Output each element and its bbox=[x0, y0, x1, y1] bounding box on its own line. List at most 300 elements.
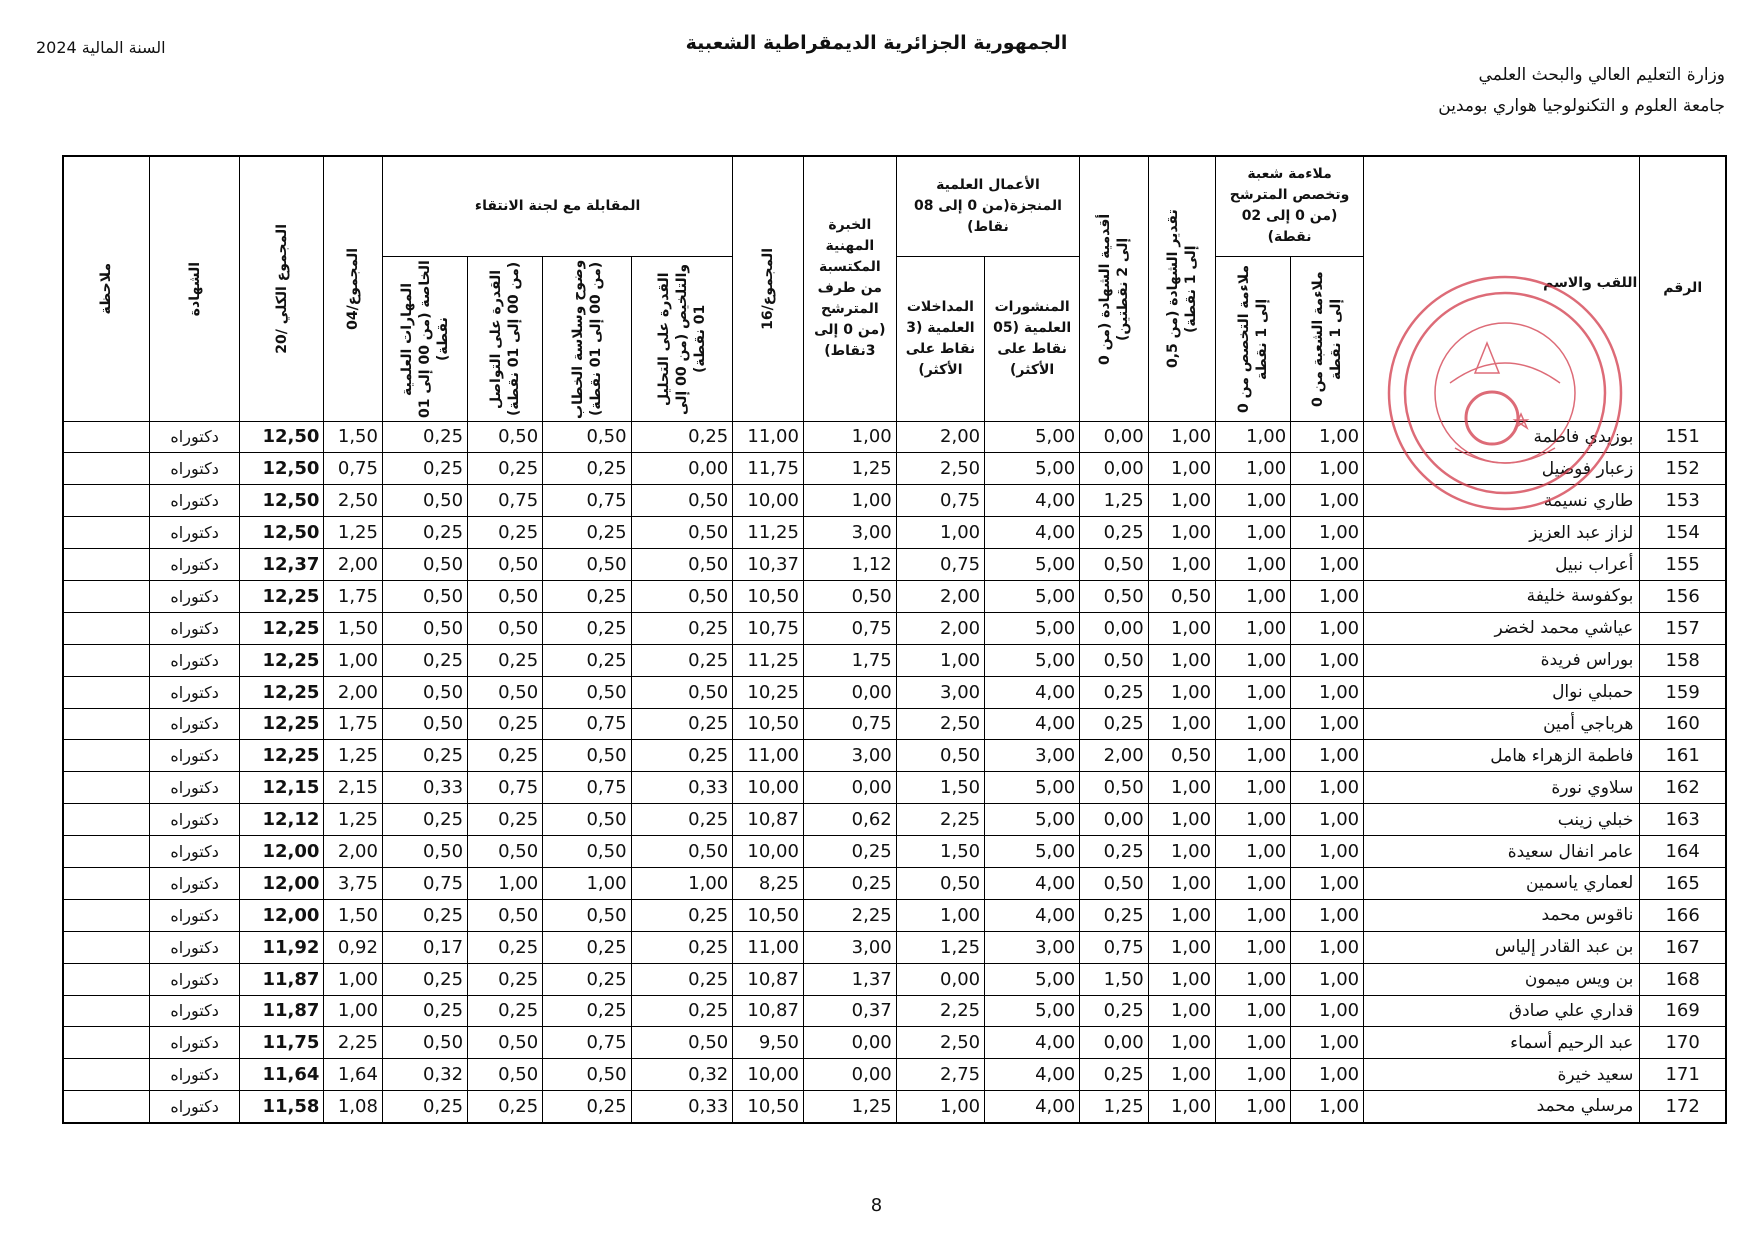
row-fit-spec: 1,00 bbox=[1216, 804, 1291, 836]
row-total20: 12,00 bbox=[240, 836, 324, 868]
row-seniority: 0,25 bbox=[1080, 517, 1149, 549]
row-total16: 11,00 bbox=[733, 931, 804, 963]
results-table bbox=[62, 155, 1727, 1124]
col-fit-group: ملاءمة شعبة وتخصص المترشح (من 0 إلى 02 نقطة) bbox=[1216, 156, 1364, 256]
row-presentations: 0,50 bbox=[896, 867, 984, 899]
row-total16: 10,00 bbox=[733, 836, 804, 868]
row-degree: دكتوراه bbox=[149, 421, 240, 453]
table-row bbox=[63, 453, 1726, 485]
col-analysis-label: القدرة على التحليل والتلخيص (من 00 إلى 01 نقطة) bbox=[655, 262, 708, 415]
row-total16: 10,50 bbox=[733, 708, 804, 740]
row-degree: دكتوراه bbox=[149, 453, 240, 485]
row-degree: دكتوراه bbox=[149, 644, 240, 676]
row-grade: 1,00 bbox=[1148, 804, 1215, 836]
row-skills: 0,50 bbox=[382, 485, 467, 517]
row-name: ناقوس محمد bbox=[1364, 899, 1640, 931]
row-total20: 12,25 bbox=[240, 580, 324, 612]
row-skills: 0,50 bbox=[382, 676, 467, 708]
row-fit-branch: 1,00 bbox=[1291, 421, 1364, 453]
row-total4: 1,50 bbox=[324, 612, 383, 644]
row-total4: 1,50 bbox=[324, 899, 383, 931]
row-name: هرباجي أمين bbox=[1364, 708, 1640, 740]
row-seniority: 0,25 bbox=[1080, 708, 1149, 740]
row-fit-branch: 1,00 bbox=[1291, 804, 1364, 836]
row-index: 165 bbox=[1640, 867, 1726, 899]
row-total20: 11,64 bbox=[240, 1059, 324, 1091]
row-index: 164 bbox=[1640, 836, 1726, 868]
col-clarity-label: وضوح وسلاسة الخطاب (من 00 إلى 01 نقطة) bbox=[569, 258, 604, 419]
row-experience: 1,00 bbox=[803, 421, 896, 453]
row-total20: 12,00 bbox=[240, 867, 324, 899]
row-clarity: 0,50 bbox=[543, 676, 631, 708]
table-row bbox=[63, 1027, 1726, 1059]
row-degree: دكتوراه bbox=[149, 580, 240, 612]
row-clarity: 0,25 bbox=[543, 963, 631, 995]
row-communication: 0,50 bbox=[468, 1059, 543, 1091]
col-communication bbox=[468, 256, 543, 421]
row-analysis: 1,00 bbox=[631, 867, 733, 899]
row-fit-spec: 1,00 bbox=[1216, 836, 1291, 868]
row-note bbox=[63, 1027, 149, 1059]
row-skills: 0,50 bbox=[382, 580, 467, 612]
row-experience: 1,25 bbox=[803, 1091, 896, 1123]
row-index: 158 bbox=[1640, 644, 1726, 676]
col-experience: الخبرة المهنية المكتسبة من طرف المترشح (من 0 إلى 3نقاط) bbox=[803, 156, 896, 421]
row-skills: 0,25 bbox=[382, 995, 467, 1027]
row-analysis: 0,32 bbox=[631, 1059, 733, 1091]
row-grade: 1,00 bbox=[1148, 867, 1215, 899]
row-experience: 0,00 bbox=[803, 676, 896, 708]
row-experience: 0,62 bbox=[803, 804, 896, 836]
row-publications: 4,00 bbox=[985, 676, 1080, 708]
col-degree bbox=[149, 156, 240, 421]
row-presentations: 3,00 bbox=[896, 676, 984, 708]
row-publications: 5,00 bbox=[985, 549, 1080, 581]
row-note bbox=[63, 1059, 149, 1091]
col-note-label: ملاحظة bbox=[98, 262, 115, 315]
row-degree: دكتوراه bbox=[149, 1027, 240, 1059]
row-note bbox=[63, 867, 149, 899]
col-name-label: اللقب والاسم bbox=[1543, 275, 1638, 292]
row-skills: 0,25 bbox=[382, 740, 467, 772]
col-total20-label: المجموع الكلي /20 bbox=[273, 223, 290, 354]
row-name: عياشي محمد لخضر bbox=[1364, 612, 1640, 644]
col-interview-group: المقابلة مع لجنة الانتقاء bbox=[382, 156, 732, 256]
row-clarity: 0,50 bbox=[543, 421, 631, 453]
row-publications: 5,00 bbox=[985, 836, 1080, 868]
row-note bbox=[63, 931, 149, 963]
row-communication: 0,25 bbox=[468, 963, 543, 995]
table-row bbox=[63, 676, 1726, 708]
row-name: بوكفوسة خليفة bbox=[1364, 580, 1640, 612]
col-total4-label: المجموع/04 bbox=[345, 247, 362, 330]
row-fit-branch: 1,00 bbox=[1291, 963, 1364, 995]
col-analysis bbox=[631, 256, 733, 421]
row-presentations: 2,50 bbox=[896, 708, 984, 740]
row-experience: 0,75 bbox=[803, 612, 896, 644]
row-presentations: 2,50 bbox=[896, 453, 984, 485]
row-clarity: 1,00 bbox=[543, 867, 631, 899]
row-fit-branch: 1,00 bbox=[1291, 1027, 1364, 1059]
row-publications: 4,00 bbox=[985, 899, 1080, 931]
table-row bbox=[63, 549, 1726, 581]
row-presentations: 0,75 bbox=[896, 485, 984, 517]
row-grade: 0,50 bbox=[1148, 580, 1215, 612]
row-presentations: 2,00 bbox=[896, 612, 984, 644]
table-row bbox=[63, 836, 1726, 868]
row-grade: 1,00 bbox=[1148, 453, 1215, 485]
row-publications: 4,00 bbox=[985, 867, 1080, 899]
row-seniority: 0,00 bbox=[1080, 1027, 1149, 1059]
row-communication: 0,25 bbox=[468, 644, 543, 676]
table-row bbox=[63, 485, 1726, 517]
row-seniority: 0,00 bbox=[1080, 612, 1149, 644]
row-total20: 12,25 bbox=[240, 644, 324, 676]
col-degree-label: الشهادة bbox=[186, 261, 203, 316]
row-degree: دكتوراه bbox=[149, 1091, 240, 1123]
row-publications: 5,00 bbox=[985, 421, 1080, 453]
row-degree: دكتوراه bbox=[149, 899, 240, 931]
row-total16: 11,75 bbox=[733, 453, 804, 485]
row-clarity: 0,25 bbox=[543, 995, 631, 1027]
row-seniority: 2,00 bbox=[1080, 740, 1149, 772]
row-degree: دكتوراه bbox=[149, 485, 240, 517]
row-fit-branch: 1,00 bbox=[1291, 676, 1364, 708]
row-communication: 0,50 bbox=[468, 1027, 543, 1059]
row-grade: 1,00 bbox=[1148, 517, 1215, 549]
row-name: بوراس فريدة bbox=[1364, 644, 1640, 676]
row-seniority: 0,25 bbox=[1080, 899, 1149, 931]
row-skills: 0,75 bbox=[382, 867, 467, 899]
row-communication: 0,50 bbox=[468, 836, 543, 868]
row-degree: دكتوراه bbox=[149, 708, 240, 740]
row-index: 157 bbox=[1640, 612, 1726, 644]
row-index: 170 bbox=[1640, 1027, 1726, 1059]
row-seniority: 1,25 bbox=[1080, 1091, 1149, 1123]
row-name: فاطمة الزهراء هامل bbox=[1364, 740, 1640, 772]
row-note bbox=[63, 804, 149, 836]
row-note bbox=[63, 772, 149, 804]
row-analysis: 0,25 bbox=[631, 931, 733, 963]
row-clarity: 0,25 bbox=[543, 931, 631, 963]
row-total4: 1,25 bbox=[324, 740, 383, 772]
row-communication: 0,50 bbox=[468, 612, 543, 644]
row-fit-spec: 1,00 bbox=[1216, 931, 1291, 963]
row-name: بن ويس ميمون bbox=[1364, 963, 1640, 995]
row-total4: 2,00 bbox=[324, 676, 383, 708]
row-fit-spec: 1,00 bbox=[1216, 899, 1291, 931]
row-presentations: 1,00 bbox=[896, 1091, 984, 1123]
row-skills: 0,25 bbox=[382, 899, 467, 931]
row-fit-branch: 1,00 bbox=[1291, 1091, 1364, 1123]
table-row bbox=[63, 931, 1726, 963]
row-total20: 12,25 bbox=[240, 612, 324, 644]
row-note bbox=[63, 676, 149, 708]
row-name: سعيد خيرة bbox=[1364, 1059, 1640, 1091]
row-clarity: 0,25 bbox=[543, 644, 631, 676]
row-total20: 12,50 bbox=[240, 517, 324, 549]
row-seniority: 0,25 bbox=[1080, 995, 1149, 1027]
row-note bbox=[63, 517, 149, 549]
row-degree: دكتوراه bbox=[149, 836, 240, 868]
row-total4: 1,00 bbox=[324, 963, 383, 995]
row-presentations: 2,75 bbox=[896, 1059, 984, 1091]
col-grade bbox=[1148, 156, 1215, 421]
col-fit-branch bbox=[1291, 256, 1364, 421]
row-experience: 1,12 bbox=[803, 549, 896, 581]
row-communication: 0,25 bbox=[468, 931, 543, 963]
row-experience: 2,25 bbox=[803, 899, 896, 931]
row-fit-spec: 1,00 bbox=[1216, 485, 1291, 517]
row-publications: 5,00 bbox=[985, 995, 1080, 1027]
table-row bbox=[63, 644, 1726, 676]
row-fit-spec: 1,00 bbox=[1216, 1091, 1291, 1123]
row-total4: 1,50 bbox=[324, 421, 383, 453]
row-total16: 10,00 bbox=[733, 485, 804, 517]
row-degree: دكتوراه bbox=[149, 740, 240, 772]
row-clarity: 0,25 bbox=[543, 580, 631, 612]
row-total4: 2,00 bbox=[324, 549, 383, 581]
col-fit-spec bbox=[1216, 256, 1291, 421]
row-name: قداري علي صادق bbox=[1364, 995, 1640, 1027]
row-total16: 11,25 bbox=[733, 644, 804, 676]
row-total16: 11,00 bbox=[733, 421, 804, 453]
row-index: 171 bbox=[1640, 1059, 1726, 1091]
row-experience: 0,37 bbox=[803, 995, 896, 1027]
row-publications: 3,00 bbox=[985, 740, 1080, 772]
row-clarity: 0,25 bbox=[543, 612, 631, 644]
row-clarity: 0,25 bbox=[543, 1091, 631, 1123]
row-note bbox=[63, 612, 149, 644]
row-analysis: 0,50 bbox=[631, 1027, 733, 1059]
row-presentations: 2,50 bbox=[896, 1027, 984, 1059]
row-seniority: 0,50 bbox=[1080, 644, 1149, 676]
row-index: 156 bbox=[1640, 580, 1726, 612]
row-fit-spec: 1,00 bbox=[1216, 1059, 1291, 1091]
col-fit-spec-label: ملاءمة التخصص من 0 إلى 1 نقطة bbox=[1236, 264, 1271, 413]
row-communication: 0,75 bbox=[468, 772, 543, 804]
row-total16: 11,00 bbox=[733, 740, 804, 772]
row-total4: 1,75 bbox=[324, 708, 383, 740]
row-total16: 10,50 bbox=[733, 1091, 804, 1123]
row-skills: 0,50 bbox=[382, 836, 467, 868]
row-skills: 0,50 bbox=[382, 549, 467, 581]
row-skills: 0,17 bbox=[382, 931, 467, 963]
row-analysis: 0,25 bbox=[631, 612, 733, 644]
col-publications: المنشورات العلمية (05 نقاط على الأكثر) bbox=[985, 256, 1080, 421]
row-index: 172 bbox=[1640, 1091, 1726, 1123]
row-clarity: 0,25 bbox=[543, 517, 631, 549]
row-fit-spec: 1,00 bbox=[1216, 580, 1291, 612]
row-degree: دكتوراه bbox=[149, 1059, 240, 1091]
row-publications: 5,00 bbox=[985, 772, 1080, 804]
row-skills: 0,25 bbox=[382, 963, 467, 995]
row-experience: 3,00 bbox=[803, 931, 896, 963]
row-seniority: 0,00 bbox=[1080, 804, 1149, 836]
col-seniority bbox=[1080, 156, 1149, 421]
row-note bbox=[63, 644, 149, 676]
row-experience: 0,00 bbox=[803, 1059, 896, 1091]
row-publications: 5,00 bbox=[985, 612, 1080, 644]
row-grade: 1,00 bbox=[1148, 421, 1215, 453]
row-publications: 4,00 bbox=[985, 485, 1080, 517]
row-grade: 1,00 bbox=[1148, 1059, 1215, 1091]
row-index: 169 bbox=[1640, 995, 1726, 1027]
row-publications: 5,00 bbox=[985, 644, 1080, 676]
row-fit-branch: 1,00 bbox=[1291, 931, 1364, 963]
row-total16: 10,87 bbox=[733, 963, 804, 995]
row-total20: 11,92 bbox=[240, 931, 324, 963]
row-seniority: 0,75 bbox=[1080, 931, 1149, 963]
row-fit-spec: 1,00 bbox=[1216, 421, 1291, 453]
row-clarity: 0,75 bbox=[543, 708, 631, 740]
row-analysis: 0,50 bbox=[631, 549, 733, 581]
row-name: طاري نسيمة bbox=[1364, 485, 1640, 517]
row-name: عامر انفال سعيدة bbox=[1364, 836, 1640, 868]
row-total4: 1,64 bbox=[324, 1059, 383, 1091]
row-index: 152 bbox=[1640, 453, 1726, 485]
row-index: 159 bbox=[1640, 676, 1726, 708]
row-note bbox=[63, 740, 149, 772]
row-index: 160 bbox=[1640, 708, 1726, 740]
row-analysis: 0,50 bbox=[631, 517, 733, 549]
row-skills: 0,25 bbox=[382, 804, 467, 836]
row-skills: 0,32 bbox=[382, 1059, 467, 1091]
row-seniority: 0,25 bbox=[1080, 1059, 1149, 1091]
row-fit-branch: 1,00 bbox=[1291, 899, 1364, 931]
row-name: بوزيدي فاطمة bbox=[1364, 421, 1640, 453]
row-total16: 10,25 bbox=[733, 676, 804, 708]
row-total20: 12,50 bbox=[240, 453, 324, 485]
row-fit-branch: 1,00 bbox=[1291, 836, 1364, 868]
row-note bbox=[63, 485, 149, 517]
row-skills: 0,25 bbox=[382, 644, 467, 676]
row-total16: 10,37 bbox=[733, 549, 804, 581]
row-fit-branch: 1,00 bbox=[1291, 549, 1364, 581]
row-total4: 0,75 bbox=[324, 453, 383, 485]
row-total16: 8,25 bbox=[733, 867, 804, 899]
row-communication: 0,25 bbox=[468, 1091, 543, 1123]
row-note bbox=[63, 836, 149, 868]
row-fit-branch: 1,00 bbox=[1291, 867, 1364, 899]
row-communication: 0,25 bbox=[468, 995, 543, 1027]
row-fit-branch: 1,00 bbox=[1291, 517, 1364, 549]
university-name: جامعة العلوم و التكنولوجيا هواري بومدين bbox=[1438, 96, 1725, 116]
row-analysis: 0,25 bbox=[631, 995, 733, 1027]
row-note bbox=[63, 421, 149, 453]
col-seniority-label: أقدمية الشهادة (من 0 إلى 2 نقطتين) bbox=[1096, 213, 1131, 365]
row-grade: 1,00 bbox=[1148, 899, 1215, 931]
institution-block bbox=[1438, 60, 1725, 122]
row-fit-spec: 1,00 bbox=[1216, 517, 1291, 549]
row-total20: 11,58 bbox=[240, 1091, 324, 1123]
row-communication: 0,50 bbox=[468, 549, 543, 581]
page-number: 8 bbox=[870, 1195, 883, 1216]
row-name: أعراب نبيل bbox=[1364, 549, 1640, 581]
row-name: خبلي زينب bbox=[1364, 804, 1640, 836]
table-row bbox=[63, 867, 1726, 899]
row-fit-spec: 1,00 bbox=[1216, 867, 1291, 899]
row-name: لزاز عبد العزيز bbox=[1364, 517, 1640, 549]
row-total16: 10,75 bbox=[733, 612, 804, 644]
row-name: بن عبد القادر إلياس bbox=[1364, 931, 1640, 963]
row-name: حمبلي نوال bbox=[1364, 676, 1640, 708]
row-grade: 1,00 bbox=[1148, 549, 1215, 581]
row-communication: 0,50 bbox=[468, 580, 543, 612]
row-communication: 0,25 bbox=[468, 740, 543, 772]
row-grade: 1,00 bbox=[1148, 931, 1215, 963]
row-clarity: 0,75 bbox=[543, 485, 631, 517]
row-publications: 4,00 bbox=[985, 708, 1080, 740]
row-total16: 10,87 bbox=[733, 995, 804, 1027]
row-seniority: 0,25 bbox=[1080, 836, 1149, 868]
row-degree: دكتوراه bbox=[149, 549, 240, 581]
row-total20: 12,50 bbox=[240, 421, 324, 453]
row-presentations: 2,25 bbox=[896, 804, 984, 836]
row-publications: 5,00 bbox=[985, 580, 1080, 612]
row-grade: 1,00 bbox=[1148, 995, 1215, 1027]
col-presentations: المداخلات العلمية (3 نقاط على الأكثر) bbox=[896, 256, 984, 421]
table-row bbox=[63, 580, 1726, 612]
row-experience: 0,50 bbox=[803, 580, 896, 612]
row-degree: دكتوراه bbox=[149, 963, 240, 995]
col-total20 bbox=[240, 156, 324, 421]
row-analysis: 0,50 bbox=[631, 485, 733, 517]
row-index: 168 bbox=[1640, 963, 1726, 995]
row-experience: 0,25 bbox=[803, 836, 896, 868]
row-grade: 1,00 bbox=[1148, 485, 1215, 517]
row-index: 167 bbox=[1640, 931, 1726, 963]
row-presentations: 0,50 bbox=[896, 740, 984, 772]
row-index: 153 bbox=[1640, 485, 1726, 517]
table-row bbox=[63, 612, 1726, 644]
col-fit-branch-label: ملاءمة الشعبة من 0 إلى 1 نقطة bbox=[1310, 270, 1345, 407]
republic-title: الجمهورية الجزائرية الديمقراطية الشعبية bbox=[685, 32, 1068, 54]
col-clarity bbox=[543, 256, 631, 421]
row-clarity: 0,50 bbox=[543, 836, 631, 868]
row-fit-branch: 1,00 bbox=[1291, 1059, 1364, 1091]
row-total20: 12,50 bbox=[240, 485, 324, 517]
row-index: 154 bbox=[1640, 517, 1726, 549]
row-name: زعبار فوضيل bbox=[1364, 453, 1640, 485]
row-skills: 0,25 bbox=[382, 1091, 467, 1123]
row-analysis: 0,50 bbox=[631, 676, 733, 708]
row-seniority: 0,25 bbox=[1080, 676, 1149, 708]
row-publications: 4,00 bbox=[985, 1091, 1080, 1123]
row-fit-branch: 1,00 bbox=[1291, 995, 1364, 1027]
col-total4 bbox=[324, 156, 383, 421]
table-row bbox=[63, 517, 1726, 549]
row-clarity: 0,50 bbox=[543, 549, 631, 581]
row-experience: 3,00 bbox=[803, 517, 896, 549]
row-total4: 1,00 bbox=[324, 995, 383, 1027]
row-total4: 1,00 bbox=[324, 644, 383, 676]
row-total20: 11,75 bbox=[240, 1027, 324, 1059]
row-fit-spec: 1,00 bbox=[1216, 708, 1291, 740]
row-analysis: 0,33 bbox=[631, 772, 733, 804]
row-publications: 5,00 bbox=[985, 804, 1080, 836]
row-grade: 1,00 bbox=[1148, 708, 1215, 740]
row-total20: 12,25 bbox=[240, 676, 324, 708]
row-seniority: 1,50 bbox=[1080, 963, 1149, 995]
row-communication: 1,00 bbox=[468, 867, 543, 899]
row-seniority: 1,25 bbox=[1080, 485, 1149, 517]
row-analysis: 0,25 bbox=[631, 644, 733, 676]
row-fit-spec: 1,00 bbox=[1216, 549, 1291, 581]
col-note bbox=[63, 156, 149, 421]
row-presentations: 0,00 bbox=[896, 963, 984, 995]
row-clarity: 0,75 bbox=[543, 772, 631, 804]
